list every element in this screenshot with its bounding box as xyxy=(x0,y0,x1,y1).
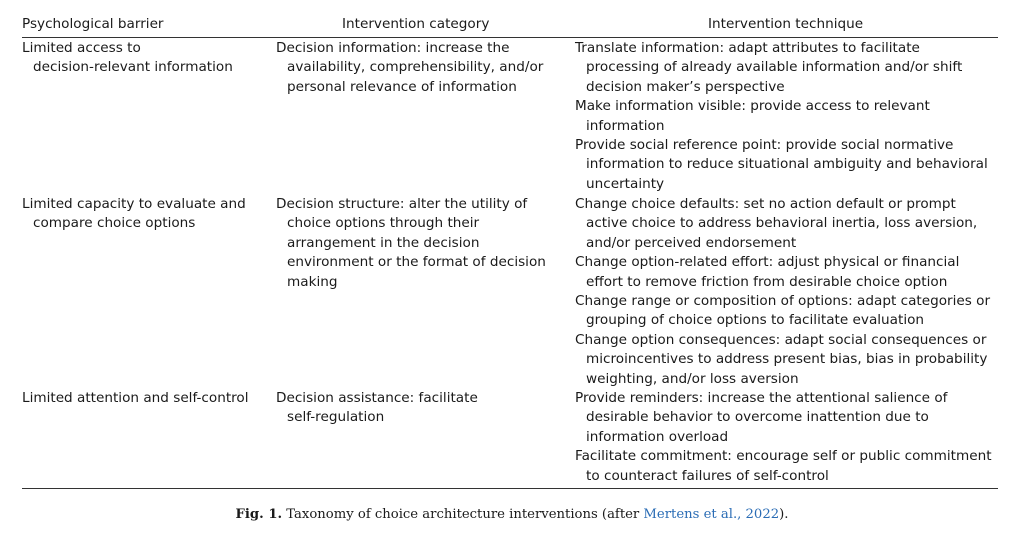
technique-line: Change range or composition of options: adapt categories or xyxy=(575,293,991,310)
citation-link[interactable]: Mertens et al., 2022 xyxy=(643,507,780,522)
header-intervention-technique: Intervention technique xyxy=(708,16,864,32)
row-3-category xyxy=(276,389,478,428)
barrier-line: Limited capacity to evaluate and xyxy=(22,196,246,212)
technique-line: Provide reminders: increase the attentional salience of xyxy=(575,390,948,406)
category-line: self-regulation xyxy=(287,409,385,426)
figure-label: Fig. 1. xyxy=(235,507,283,522)
row-1-barrier xyxy=(22,39,233,78)
category-line: personal relevance of information xyxy=(287,78,517,95)
technique-line: Change option-related effort: adjust physical or financial xyxy=(575,254,960,271)
technique-line: Translate information: adapt attributes to facilitate xyxy=(575,40,920,56)
caption-end: ). xyxy=(779,507,789,522)
header-rule xyxy=(22,37,998,38)
barrier-line: decision-relevant information xyxy=(33,59,233,76)
technique-line: decision maker’s perspective xyxy=(586,78,785,95)
technique-line: Change choice defaults: set no action default or prompt xyxy=(575,196,956,212)
technique-line: microincentives to address present bias, bias in probability xyxy=(586,351,988,368)
category-line: Decision assistance: facilitate xyxy=(276,390,478,406)
category-line: availability, comprehensibility, and/or xyxy=(287,59,544,76)
technique-line: desirable behavior to overcome inattention due to xyxy=(586,409,929,426)
row-3-techniques xyxy=(575,389,992,486)
technique-line: Change option consequences: adapt social consequences or xyxy=(575,331,987,348)
header-intervention-category: Intervention category xyxy=(342,16,490,32)
technique-line: weighting, and/or loss aversion xyxy=(586,370,799,387)
category-line: arrangement in the decision xyxy=(287,234,480,251)
technique-line: uncertainty xyxy=(586,175,665,192)
technique-line: Facilitate commitment: encourage self or public commitment xyxy=(575,448,992,465)
category-line: Decision information: increase the xyxy=(276,40,510,56)
figure-caption xyxy=(0,506,1024,524)
header-psychological-barrier: Psychological barrier xyxy=(22,16,164,32)
row-2-techniques xyxy=(575,195,990,389)
technique-line: Provide social reference point: provide social normative xyxy=(575,137,954,154)
row-2-barrier xyxy=(22,195,246,234)
row-2-category xyxy=(276,195,546,292)
row-3-barrier xyxy=(22,389,249,408)
category-line: making xyxy=(287,273,338,290)
technique-line: and/or perceived endorsement xyxy=(586,234,797,251)
technique-line: active choice to address behavioral inertia, loss aversion, xyxy=(586,215,978,232)
technique-line: effort to remove friction from desirable choice option xyxy=(586,273,948,290)
barrier-line: compare choice options xyxy=(33,215,196,232)
technique-line: processing of already available information and/or shift xyxy=(586,59,963,76)
row-1-techniques xyxy=(575,39,988,194)
technique-line: Make information visible: provide access to relevant xyxy=(575,98,930,115)
bottom-rule xyxy=(22,488,998,489)
technique-line: information to reduce situational ambiguity and behavioral xyxy=(586,156,988,173)
category-line: choice options through their xyxy=(287,215,480,232)
technique-line: information overload xyxy=(586,428,729,445)
row-1-category xyxy=(276,39,543,97)
category-line: Decision structure: alter the utility of xyxy=(276,196,528,212)
taxonomy-table xyxy=(22,14,998,489)
technique-line: to counteract failures of self-control xyxy=(586,467,829,484)
technique-line: information xyxy=(586,117,665,134)
technique-line: grouping of choice options to facilitate evaluation xyxy=(586,312,925,329)
barrier-line: Limited access to xyxy=(22,40,141,56)
caption-text: Taxonomy of choice architecture interventions (after xyxy=(282,507,644,522)
barrier-line: Limited attention and self-control xyxy=(22,390,249,406)
category-line: environment or the format of decision xyxy=(287,254,546,271)
